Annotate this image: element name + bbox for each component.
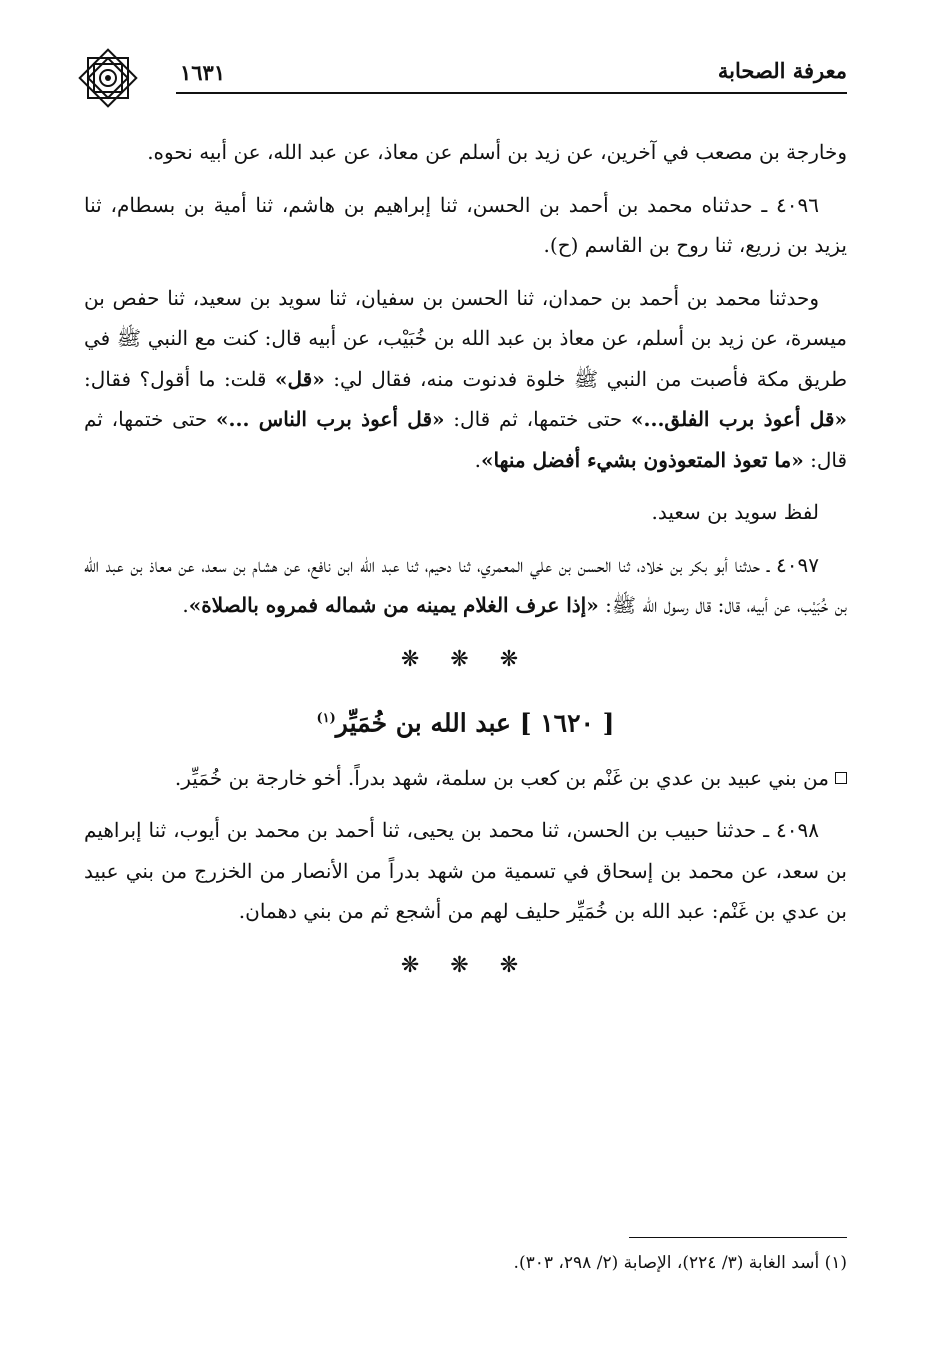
footnote-reference: (١) (316, 710, 336, 726)
text-run: . (182, 593, 189, 617)
hadith-4098: ٤٠٩٨ ـ حدثنا حبيب بن الحسن، ثنا محمد بن يحيى، ثنا أحمد بن محمد بن أيوب، ثنا إبراهيم بن سعد، عن محمد بن إسحاق في تسمية من شهد بدراً من الأنصار من الخزرج من بني عبيد بن عدي بن غَنْم: عبد الله بن خُمَيِّر حليف لهم من أشجع ثم من بني دهمان. (84, 818, 847, 924)
text-run: من بني عبيد بن عدي بن غَنْم بن كعب بن سلمة، شهد بدراً. أخو خارجة بن خُمَيِّر. (174, 765, 829, 790)
section-divider: ❋ ❋ ❋ (400, 646, 531, 672)
hadith-4096-second-chain (84, 278, 847, 481)
quote-run: «قل أعوذ برب الناس ...» (216, 407, 445, 431)
running-title: معرفة الصحابة (717, 58, 847, 83)
footnote-rule (629, 1237, 847, 1238)
page-number: ١٦٣١ (180, 60, 226, 85)
section-name: عبد الله بن خُمَيِّر (335, 707, 511, 737)
book-page (84, 0, 847, 1359)
quote-run: «قل» (275, 366, 325, 391)
hadith-4097 (84, 545, 847, 626)
paragraph-continuation: وخارجة بن مصعب في آخرين، عن زيد بن أسلم عن معاذ، عن عبد الله، عن أبيه نحوه. (147, 140, 847, 164)
quote-run: «قل أعوذ برب الفلق...» (631, 407, 847, 431)
page-header (84, 52, 847, 100)
ornament-star-icon (74, 44, 142, 112)
text-run: وحدثنا محمد بن أحمد بن حمدان، ثنا الحسن بن سفيان، ثنا سويد بن سعيد، ثنا حفص بن ميسرة، عن زيد بن أسلم، عن معاذ بن عبد الله بن خُبَيْب، عن أبيه قال: كنت مع النبي ﷺ في طريق مكة فأصبت من النبي ﷺ خلوة فدنوت منه، فقال لي: (84, 285, 848, 391)
text-run: قلت: ما أقول؟ فقال: (84, 366, 275, 391)
wording-note: لفظ سويد بن سعيد. (651, 500, 819, 524)
text-run: . (474, 447, 481, 472)
quote-run: «إذا عرف الغلام يمينه من شماله فمروه بالصلاة» (188, 593, 599, 617)
text-run: حتى ختمها، ثم قال: (444, 407, 632, 431)
hadith-4096: ٤٠٩٦ ـ حدثناه محمد بن أحمد بن الحسن، ثنا إبراهيم بن هاشم، ثنا أمية بن بسطام، ثنا يزيد بن زريع، ثنا روح بن القاسم (ح). (84, 192, 847, 257)
text-run: ٤٠٩٧ ـ حدثنا أبو بكر بن خلاد، ثنا الحسن بن علي المعمري، ثنا دحيم، ثنا عبد الله ابن نافع، عن هشام بن سعد، عن معاذ بن عبد الله بن خُبَيْب، عن أبيه، قال: قال رسول الله ﷺ: (84, 552, 847, 617)
header-rule (176, 92, 847, 94)
section-divider: ❋ ❋ ❋ (400, 952, 531, 978)
square-marker-icon (835, 772, 847, 784)
footnote: (١) أسد الغابة (٣/ ٢٢٤)، الإصابة (٢/ ٢٩٨، ٣٠٣). (513, 1253, 847, 1273)
section-number: [ ١٦٢٠ ] (519, 707, 615, 737)
biography-entry (84, 758, 847, 799)
section-heading (84, 694, 847, 748)
text-run: حتى ختمها، ثم قال: (84, 407, 847, 472)
page-body (84, 132, 847, 1000)
quote-run: «ما تعوذ المتعوذون بشيء أفضل منها» (481, 447, 804, 472)
